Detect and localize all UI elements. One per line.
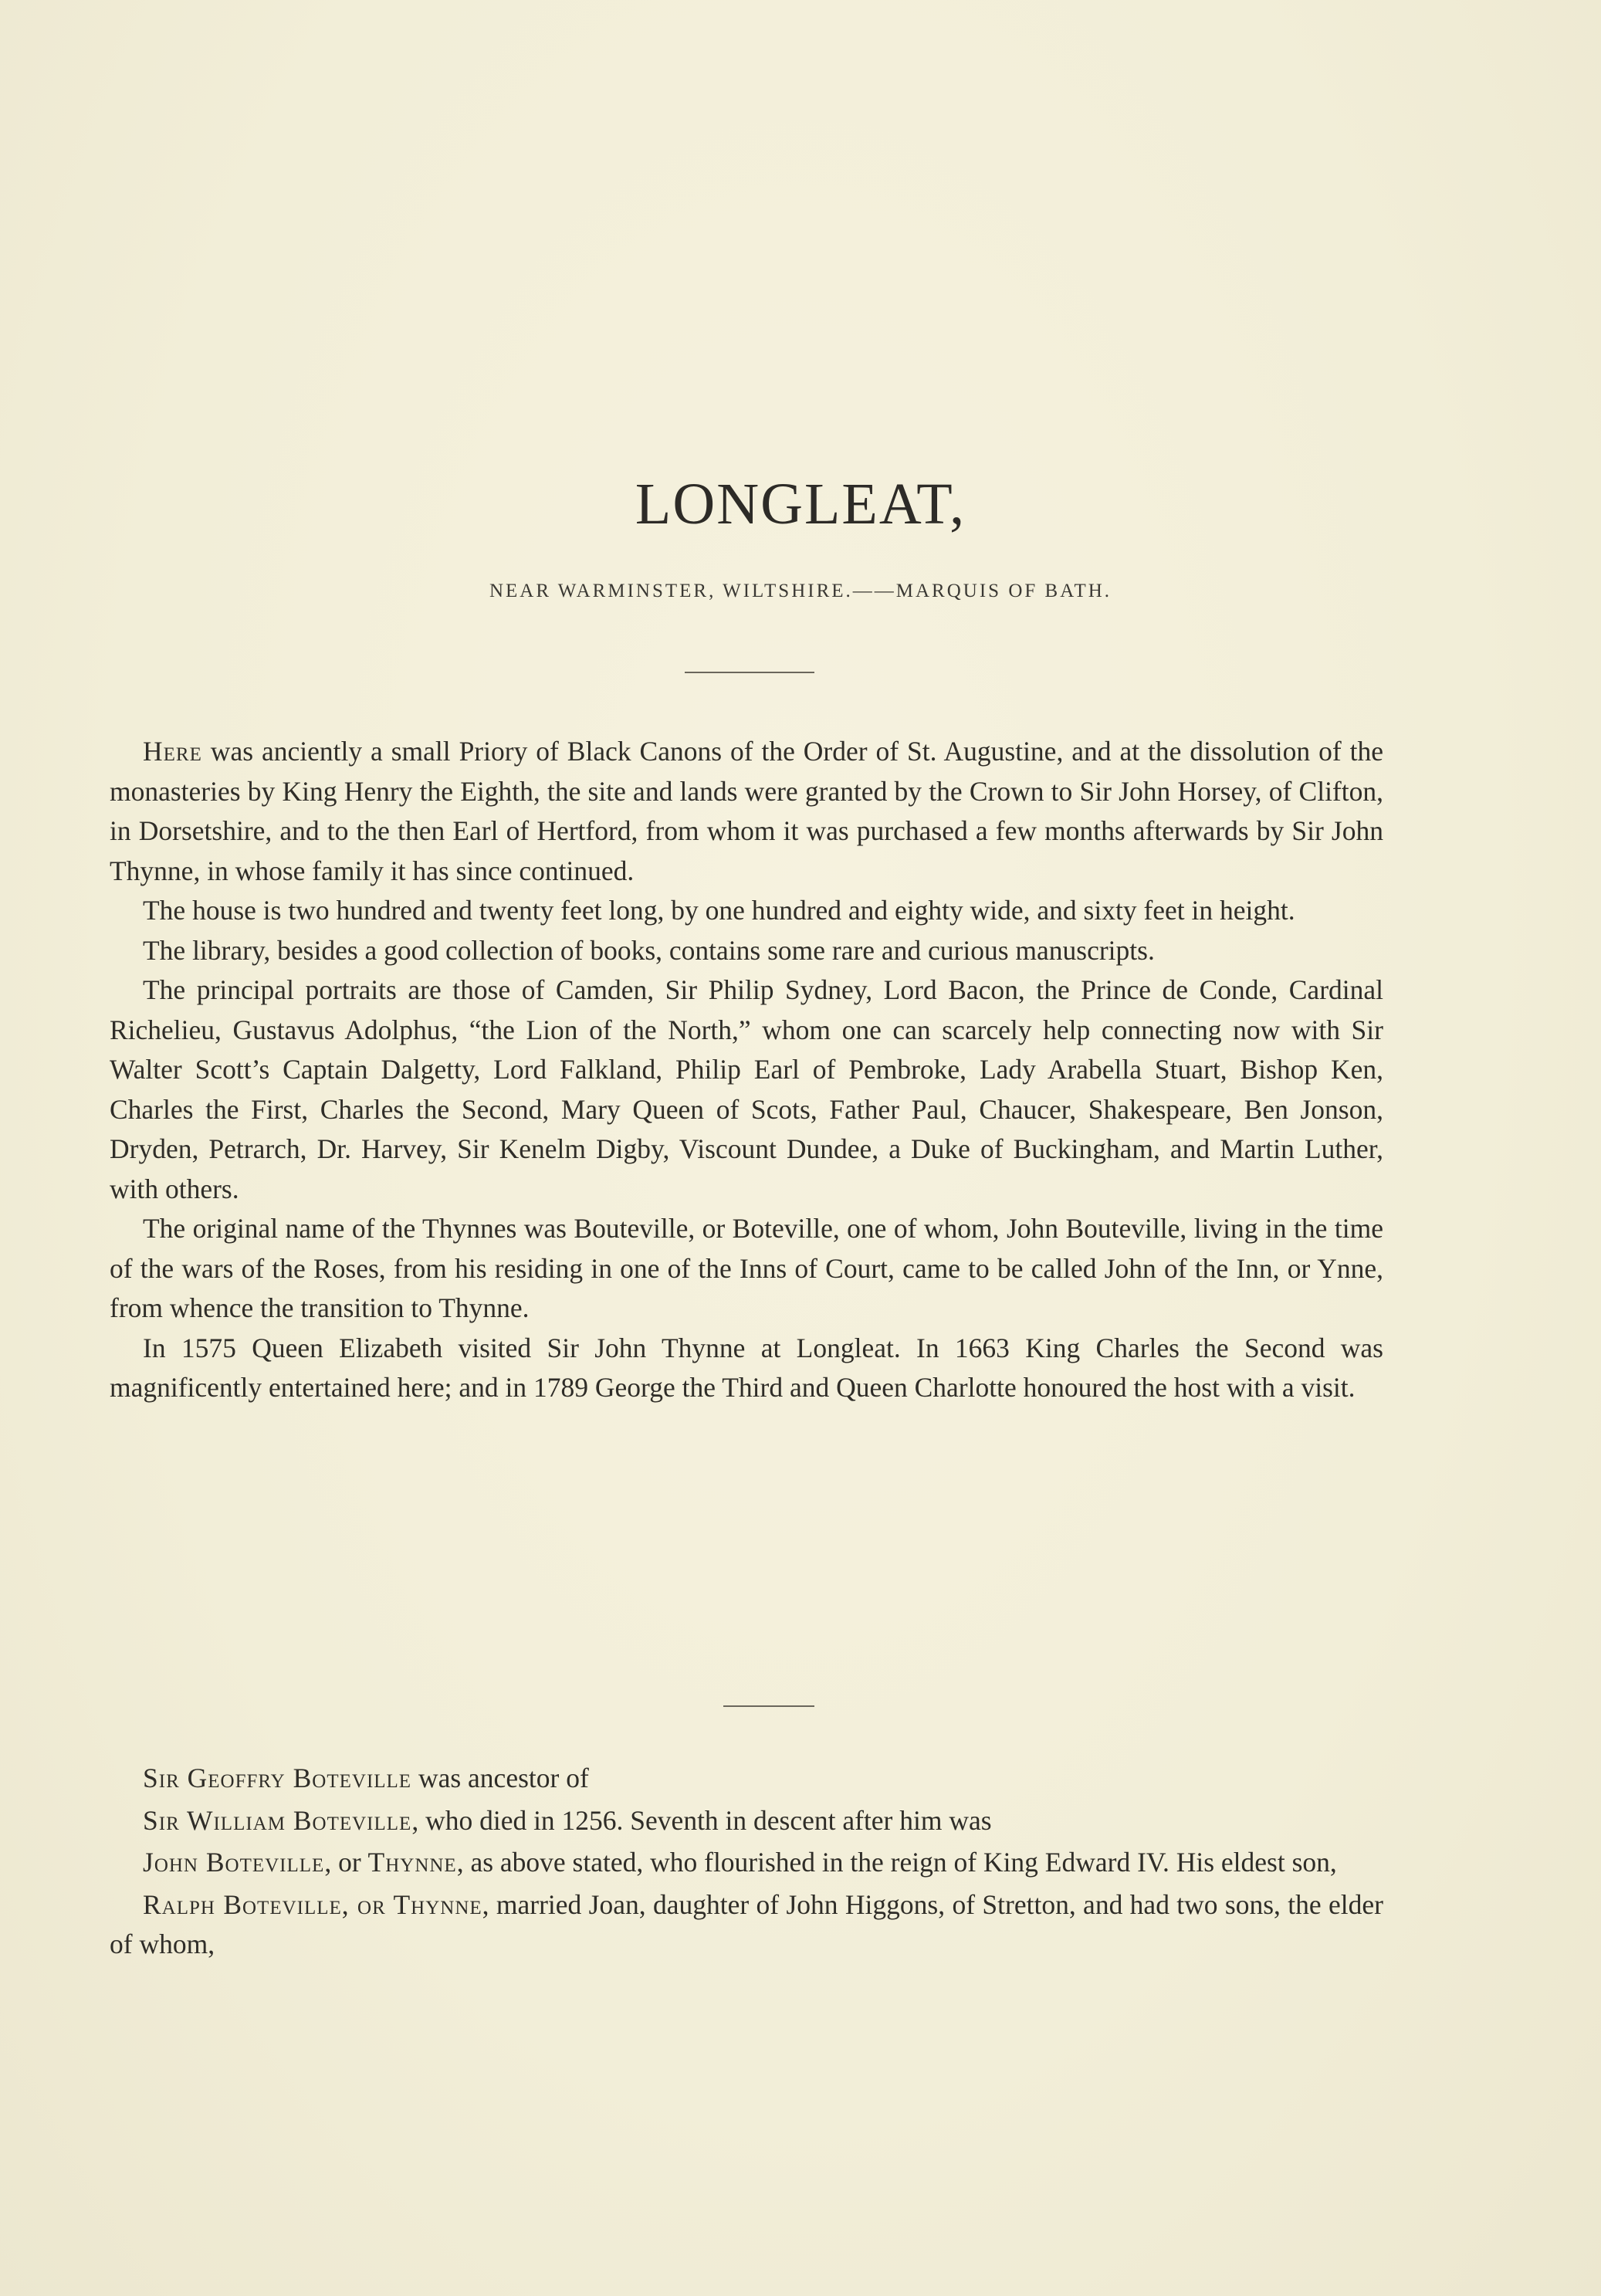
section-divider-middle bbox=[723, 1705, 814, 1707]
main-text bbox=[110, 732, 1383, 1408]
genealogy-text: , married Joan, daughter of John Higgons, of Stretton, and had two sons, the elder of whom, bbox=[110, 1888, 1383, 1959]
paragraph-text: The library, besides a good collection of books, contains some rare and curious manuscripts. bbox=[143, 934, 1155, 966]
genealogy-entry bbox=[110, 1759, 1383, 1799]
person-name: Ralph Boteville, or Thynne bbox=[143, 1888, 482, 1920]
person-name: Sir William Boteville bbox=[143, 1804, 412, 1836]
genealogy-text: was ancestor of bbox=[411, 1763, 589, 1793]
genealogy-text: , who died in 1256. Seventh in descent after him was bbox=[411, 1804, 992, 1836]
paragraph bbox=[110, 931, 1383, 971]
paragraph bbox=[110, 1329, 1383, 1408]
paragraph bbox=[110, 891, 1383, 931]
genealogy-entry bbox=[110, 1885, 1383, 1965]
genealogy-entry bbox=[110, 1843, 1383, 1883]
person-name: Sir Geoffry Boteville bbox=[143, 1763, 412, 1793]
genealogy-section bbox=[110, 1759, 1383, 1967]
paragraph-text: was anciently a small Priory of Black Canons of the Order of St. Augustine, and at the dissolution of the monasteries by King Henry the Eighth, the site and lands were granted by the Crown to Sir John Horsey, of Clifton, in Dorsetshire, and to the then Earl of Hertford, from whom it was purchased a few months afterwards by Sir John Thynne, in whose family it has since continued. bbox=[110, 736, 1383, 886]
paragraph-text: The house is two hundred and twenty feet long, by one hundred and eighty wide, and sixty feet in height. bbox=[143, 895, 1295, 926]
page-title: LONGLEAT, bbox=[635, 472, 966, 537]
person-name: John Boteville bbox=[143, 1847, 325, 1878]
paragraph bbox=[110, 732, 1383, 891]
genealogy-text: , as above stated, who flourished in the reign of King Edward IV. His eldest son, bbox=[456, 1847, 1337, 1878]
section-divider-top bbox=[685, 672, 814, 673]
paragraph bbox=[110, 970, 1383, 1209]
paragraph-text: In 1575 Queen Elizabeth visited Sir John Thynne at Longleat. In 1663 King Charles the Second was magnificently entertained here; and in 1789 George the Third and Queen Charlotte honoured the host with a visit. bbox=[110, 1332, 1383, 1403]
paragraph-text: The original name of the Thynnes was Bouteville, or Boteville, one of whom, John Bouteville, living in the time of the wars of the Roses, from his residing in one of the Inns of Court, came to be called John of the Inn, or Ynne, from whence the transition to Thynne. bbox=[110, 1213, 1383, 1323]
genealogy-text: , or bbox=[324, 1847, 368, 1878]
paragraph bbox=[110, 1209, 1383, 1329]
person-name: Thynne bbox=[367, 1847, 457, 1878]
page-subtitle: NEAR WARMINSTER, WILTSHIRE.——MARQUIS OF BATH. bbox=[489, 581, 1112, 601]
paragraph-lead: Here bbox=[143, 736, 202, 767]
genealogy-entry bbox=[110, 1801, 1383, 1841]
paragraph-text: The principal portraits are those of Camden, Sir Philip Sydney, Lord Bacon, the Prince de Conde, Cardinal Richelieu, Gustavus Adolphus, “the Lion of the North,” whom one can scarcely help connecting now with Sir Walter Scott’s Captain Dalgetty, Lord Falkland, Philip Earl of Pembroke, Lady Arabella Stuart, Bishop Ken, Charles the First, Charles the Second, Mary Queen of Scots, Father Paul, Chaucer, Shakespeare, Ben Jonson, Dryden, Petrarch, Dr. Harvey, Sir Kenelm Digby, Viscount Dundee, a Duke of Buckingham, and Martin Luther, with others. bbox=[110, 974, 1383, 1204]
